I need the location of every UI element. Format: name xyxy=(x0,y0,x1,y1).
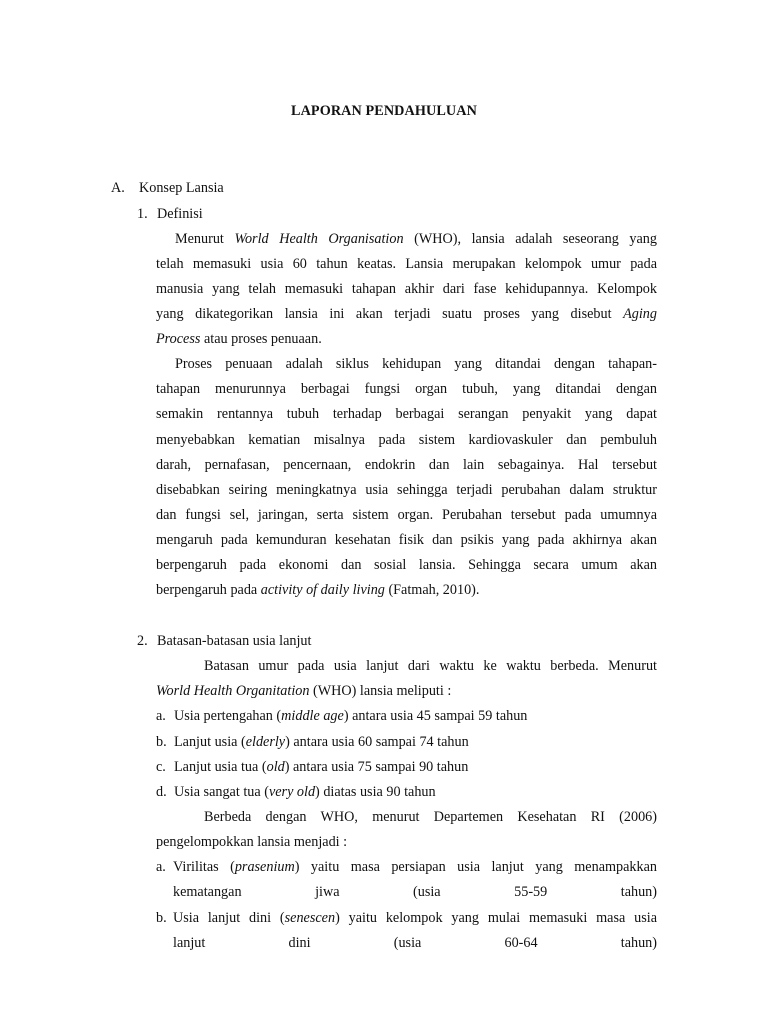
paragraph-line: dan fungsi sel, jaringan, serta sistem organ. Perubahan tersebut pada umumnya xyxy=(156,507,657,523)
paragraph-line: Menurut World Health Organisation (WHO), lansia adalah seseorang yang xyxy=(175,231,657,247)
list-item-continuation: kematangan jiwa (usia 55-59 tahun) xyxy=(173,884,657,900)
list-item: Usia lanjut dini (senescen) yaitu kelompok yang mulai memasuki masa usia xyxy=(173,910,657,926)
list-marker: b. xyxy=(156,910,167,926)
item-2-heading: Batasan-batasan usia lanjut xyxy=(157,633,312,649)
paragraph-line: Berbeda dengan WHO, menurut Departemen Kesehatan RI (2006) xyxy=(204,809,657,825)
list-marker: a. xyxy=(156,859,166,875)
paragraph-line: darah, pernafasan, pencernaan, endokrin dan lain sebagainya. Hal tersebut xyxy=(156,457,657,473)
paragraph-line: menyebabkan kematian misalnya pada sistem kardiovaskuler dan pembuluh xyxy=(156,432,657,448)
paragraph-line: pengelompokkan lansia menjadi : xyxy=(156,834,348,850)
item-2-marker: 2. xyxy=(137,633,148,649)
section-a-marker: A. xyxy=(111,180,125,196)
list-marker: c. xyxy=(156,759,166,775)
list-item: Virilitas (prasenium) yaitu masa persiapan usia lanjut yang menampakkan xyxy=(173,859,657,875)
item-1-marker: 1. xyxy=(137,206,148,222)
item-1-heading: Definisi xyxy=(157,206,203,222)
list-marker: a. xyxy=(156,708,166,724)
paragraph-line: manusia yang telah memasuki tahapan akhir dari fase kehidupannya. Kelompok xyxy=(156,281,657,297)
list-item: Usia pertengahan (middle age) antara usia 45 sampai 59 tahun xyxy=(174,708,528,724)
paragraph-line: Batasan umur pada usia lanjut dari waktu ke waktu berbeda. Menurut xyxy=(204,658,657,674)
list-item: Lanjut usia (elderly) antara usia 60 sampai 74 tahun xyxy=(174,734,469,750)
paragraph-line: disebabkan seiring meningkatnya usia sehingga terjadi perubahan dalam struktur xyxy=(156,482,657,498)
paragraph-line: yang dikategorikan lansia ini akan terjadi suatu proses yang disebut Aging xyxy=(156,306,657,322)
list-item: Usia sangat tua (very old) diatas usia 90 tahun xyxy=(174,784,436,800)
list-marker: d. xyxy=(156,784,167,800)
paragraph-line: berpengaruh pada activity of daily living (Fatmah, 2010). xyxy=(156,582,480,598)
list-item: Lanjut usia tua (old) antara usia 75 sampai 90 tahun xyxy=(174,759,469,775)
list-item-continuation: lanjut dini (usia 60-64 tahun) xyxy=(173,935,657,951)
paragraph-line: berpengaruh pada ekonomi dan sosial lansia. Sehingga secara umum akan xyxy=(156,557,657,573)
paragraph-line: semakin rentannya tubuh terhadap berbagai serangan penyakit yang dapat xyxy=(156,406,657,422)
paragraph-line: Process atau proses penuaan. xyxy=(156,331,322,347)
section-a-heading: Konsep Lansia xyxy=(139,180,224,196)
paragraph-line: World Health Organitation (WHO) lansia meliputi : xyxy=(156,683,452,699)
list-marker: b. xyxy=(156,734,167,750)
page-title: LAPORAN PENDAHULUAN xyxy=(291,103,477,119)
paragraph-line: mengaruh pada kemunduran kesehatan fisik dan psikis yang pada akhirnya akan xyxy=(156,532,657,548)
paragraph-line: tahapan menurunnya berbagai fungsi organ tubuh, yang ditandai dengan xyxy=(156,381,657,397)
paragraph-line: telah memasuki usia 60 tahun keatas. Lansia merupakan kelompok umur pada xyxy=(156,256,657,272)
paragraph-line: Proses penuaan adalah siklus kehidupan yang ditandai dengan tahapan- xyxy=(175,356,657,372)
